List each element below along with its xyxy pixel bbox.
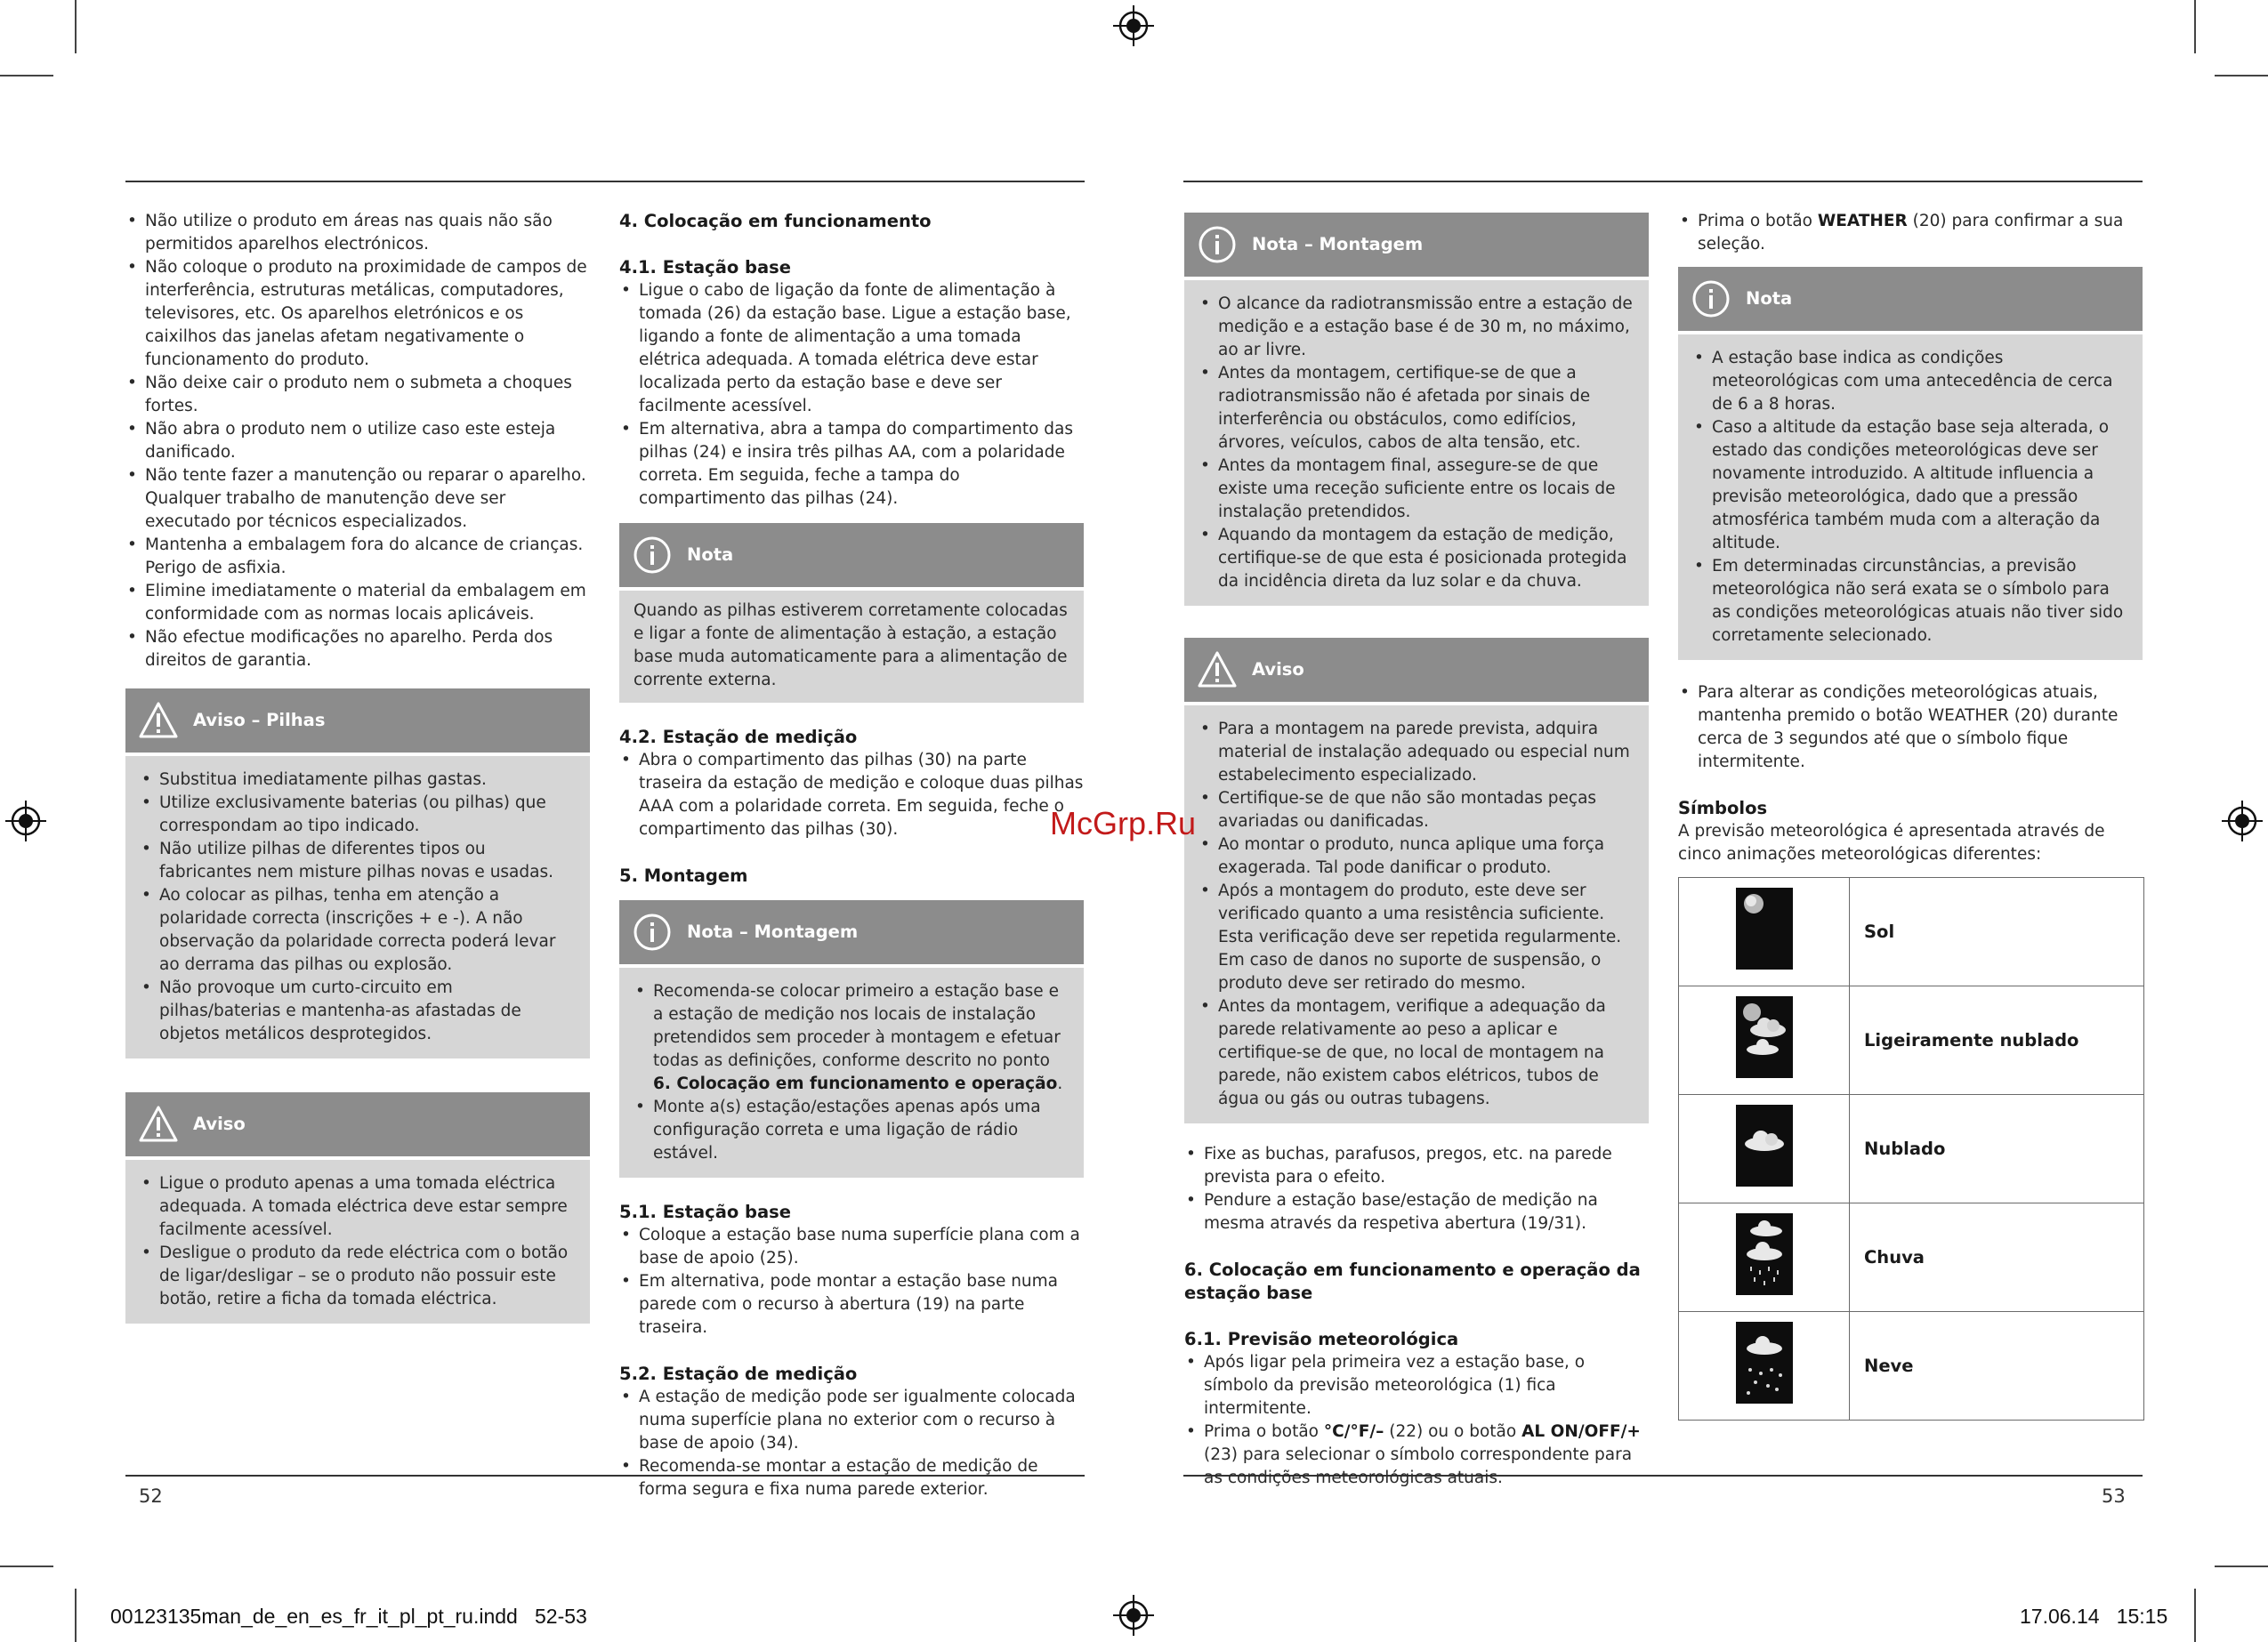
- warning-box-body: [125, 756, 590, 1058]
- section-heading: 6. Colocação em funcionamento e operação da estação base: [1184, 1260, 1641, 1303]
- list-item: • A estação base indica as condições meteorológicas com uma antecedência de cerca de 6 a 8 horas.: [1692, 347, 2128, 416]
- list-item: • Após a montagem do produto, este deve ser verificado quanto a uma resistência suficiente. Esta verificação deve ser repetida regularmente. Em caso de danos no suporte de suspensão, o produto deve ser retirado do mesmo.: [1199, 880, 1634, 995]
- note-box-header: [619, 900, 1084, 964]
- list-item: • Não tente fazer a manutenção ou reparar o aparelho. Qualquer trabalho de manutenção deve ser executado por técnicos especializados.: [125, 464, 590, 534]
- registration-mark-icon: [1113, 1595, 1154, 1636]
- note-box-body: [619, 968, 1084, 1178]
- list-item: • Recomenda-se montar a estação de medição de forma segura e fixa numa parede exterior.: [619, 1455, 1084, 1501]
- footer-file-name: 00123135man_de_en_es_fr_it_pl_pt_ru.indd 52-53: [110, 1605, 587, 1628]
- table-row: [1679, 1095, 2144, 1203]
- note-box: [1678, 267, 2143, 660]
- warning-box-header: [1184, 638, 1649, 702]
- right-column-1: [1184, 213, 1649, 1490]
- rain-icon: [1736, 1213, 1793, 1295]
- list-item: • Prima o botão °C/°F/– (22) ou o botão AL ON/OFF/+ (23) para selecionar o símbolo correspondente para as condições meteorológicas atuais.: [1184, 1421, 1649, 1490]
- watermark-text: McGrp.Ru: [1050, 805, 1197, 841]
- section-heading: 6.1. Previsão meteorológica: [1184, 1329, 1459, 1349]
- list-item: • Desligue o produto da rede eléctrica com o botão de ligar/desligar – se o produto não possuir este botão, retire a ficha da tomada eléctrica.: [140, 1242, 576, 1311]
- list-item: • Mantenha a embalagem fora do alcance de crianças. Perigo de asfixia.: [125, 534, 590, 580]
- note-box-montagem: [619, 900, 1084, 1178]
- info-icon: [1197, 224, 1238, 265]
- list-item: • Em alternativa, abra a tampa do compartimento das pilhas (24) e insira três pilhas AA, com a polaridade correta. Em seguida, feche a tampa do compartimento das pilhas (24).: [619, 418, 1084, 511]
- list-item: • Não efectue modificações no aparelho. Perda dos direitos de garantia.: [125, 626, 590, 672]
- warning-triangle-icon: [1197, 649, 1238, 690]
- note-box-body: Quando as pilhas estiverem corretamente colocadas e ligar a fonte de alimentação à estação, a estação base muda automaticamente para a alimentação de corrente externa.: [619, 591, 1084, 703]
- symbol-label: Neve: [1850, 1312, 2144, 1421]
- list-item: • Coloque a estação base numa superfície plana com a base de apoio (25).: [619, 1224, 1084, 1270]
- registration-mark-icon: [2222, 801, 2263, 841]
- info-icon: [632, 535, 673, 576]
- partly-cloudy-icon: [1736, 996, 1793, 1078]
- list-item: • Antes da montagem, verifique a adequação da parede relativamente ao peso a aplicar e certifique-se de que, no local de montagem na parede, não existem cabos elétricos, tubos de água ou gás ou outras tubagens.: [1199, 995, 1634, 1111]
- symbol-label: Chuva: [1850, 1203, 2144, 1312]
- list-item: • Não provoque um curto-circuito em pilhas/baterias e mantenha-as afastadas de objetos metálicos desprotegidos.: [140, 977, 576, 1046]
- left-column-1: [125, 210, 590, 1324]
- section-heading: Símbolos: [1678, 798, 1768, 818]
- list-item: • Pendure a estação base/estação de medição na mesma através da respetiva abertura (19/31).: [1184, 1189, 1649, 1236]
- list-item: • Para a montagem na parede prevista, adquira material de instalação adequado ou especial num estabelecimento especializado.: [1199, 718, 1634, 787]
- table-row: [1679, 1203, 2144, 1312]
- list-item: • Não utilize pilhas de diferentes tipos ou fabricantes nem misture pilhas novas e usadas.: [140, 838, 576, 884]
- warning-box-montagem: [1184, 638, 1649, 1123]
- table-row: [1679, 986, 2144, 1095]
- list-item: • Não coloque o produto na proximidade de campos de interferência, estruturas metálicas, computadores, televisores, etc. Os aparelhos eletrónicos e os caixilhos das janelas afetam negativamente o funcionamento do produto.: [125, 256, 590, 372]
- list-item: • Antes da montagem, certifique-se de que a radiotransmissão não é afetada por sinais de interferência ou obstáculos, como edifícios, árvores, veículos, cabos de alta tensão, etc.: [1199, 362, 1634, 455]
- list-item: • Substitua imediatamente pilhas gastas.: [140, 769, 576, 792]
- symbol-label: Sol: [1850, 878, 2144, 986]
- section-heading: 4.1. Estação base: [619, 257, 792, 278]
- list-item: • Ao montar o produto, nunca aplique uma força exagerada. Tal pode danificar o produto.: [1199, 833, 1634, 880]
- list-item: • Não abra o produto nem o utilize caso este esteja danificado.: [125, 418, 590, 464]
- note-box-header: [1184, 213, 1649, 277]
- list-item: • Recomenda-se colocar primeiro a estação base e a estação de medição nos locais de instalação pretendidos sem proceder à montagem e efetuar todas as definições, conforme descrito no ponto 6. Colocação em funcionamento e operação.: [634, 980, 1069, 1096]
- snow-icon: [1736, 1322, 1793, 1404]
- symbols-intro: A previsão meteorológica é apresentada através de cinco animações meteorológicas diferentes:: [1678, 822, 2105, 864]
- table-row: [1679, 1312, 2144, 1421]
- note-box-header: [619, 523, 1084, 587]
- sun-icon: [1736, 888, 1793, 970]
- list-item: • Ligue o cabo de ligação da fonte de alimentação à tomada (26) da estação base. Ligue a estação base, ligando a fonte de alimentação a uma tomada elétrica adequada. A tomada elétrica deve estar localizada perto da estação base e deve ser facilmente acessível.: [619, 279, 1084, 418]
- section-heading: 5. Montagem: [619, 865, 748, 886]
- page-number-left: 52: [139, 1485, 163, 1507]
- safety-list: [125, 210, 590, 672]
- warning-box-body: [1184, 705, 1649, 1123]
- table-row: [1679, 878, 2144, 986]
- note-box-title: Nota: [687, 544, 734, 565]
- list-item: • O alcance da radiotransmissão entre a estação de medição e a estação base é de 30 m, no máximo, ao ar livre.: [1199, 293, 1634, 362]
- list-item: • Prima o botão WEATHER (20) para confirmar a sua seleção.: [1678, 210, 2143, 256]
- list-item: • Ligue o produto apenas a uma tomada eléctrica adequada. A tomada eléctrica deve estar sempre facilmente acessível.: [140, 1172, 576, 1242]
- list-item: • Elimine imediatamente o material da embalagem em conformidade com as normas locais aplicáveis.: [125, 580, 590, 626]
- list-item: • Em alternativa, pode montar a estação base numa parede com o recurso à abertura (19) na parte traseira.: [619, 1270, 1084, 1340]
- cloudy-icon: [1736, 1105, 1793, 1187]
- info-icon: [632, 912, 673, 953]
- list-item: • Monte a(s) estação/estações apenas após uma configuração correta e uma ligação de rádio estável.: [634, 1096, 1069, 1165]
- warning-triangle-icon: [138, 1104, 179, 1145]
- warning-box-title: Aviso – Pilhas: [193, 710, 326, 730]
- list-item: • Não utilize o produto em áreas nas quais não são permitidos aparelhos electrónicos.: [125, 210, 590, 256]
- section-heading: 5.2. Estação de medição: [619, 1364, 858, 1384]
- section-heading: 4.2. Estação de medição: [619, 727, 858, 747]
- warning-box-title: Aviso: [193, 1114, 246, 1134]
- list-item: • Não deixe cair o produto nem o submeta a choques fortes.: [125, 372, 590, 418]
- symbol-label: Ligeiramente nublado: [1850, 986, 2144, 1095]
- weather-symbols-table: [1678, 877, 2144, 1421]
- footer-datetime: 17.06.14 15:15: [2020, 1605, 2168, 1628]
- note-box-body: [1184, 280, 1649, 606]
- note-box-montagem: [1184, 213, 1649, 606]
- list-item: • Para alterar as condições meteorológicas atuais, mantenha premido o botão WEATHER (20) durante cerca de 3 segundos até que o símbolo fique intermitente.: [1678, 681, 2143, 774]
- list-item: • Em determinadas circunstâncias, a previsão meteorológica não será exata se o símbolo para as condições meteorológicas atuais não tiver sido corretamente selecionado.: [1692, 555, 2128, 648]
- info-icon: [1691, 278, 1731, 319]
- symbol-label: Nublado: [1850, 1095, 2144, 1203]
- registration-mark-icon: [1113, 5, 1154, 46]
- warning-box-header: [125, 688, 590, 753]
- warning-box-title: Aviso: [1252, 659, 1304, 680]
- list-item: • Após ligar pela primeira vez a estação base, o símbolo da previsão meteorológica (1) fica intermitente.: [1184, 1351, 1649, 1421]
- note-box-title: Nota – Montagem: [1252, 234, 1424, 254]
- section-heading: 5.1. Estação base: [619, 1202, 792, 1222]
- list-item: • Aquando da montagem da estação de medição, certifique-se de que esta é posicionada protegida da incidência direta da luz solar e da chuva.: [1199, 524, 1634, 593]
- note-box-body: [1678, 334, 2143, 660]
- registration-mark-icon: [5, 801, 46, 841]
- page-number-right: 53: [2102, 1485, 2126, 1507]
- warning-box-power: [125, 1092, 590, 1324]
- note-box-header: [1678, 267, 2143, 331]
- list-item: • Abra o compartimento das pilhas (30) na parte traseira da estação de medição e coloque duas pilhas AAA com a polaridade correta. Em seguida, feche o compartimento das pilhas (30).: [619, 749, 1084, 841]
- note-box-title: Nota – Montagem: [687, 922, 859, 942]
- list-item: • A estação de medição pode ser igualmente colocada numa superfície plana no exterior com o recurso à base de apoio (34).: [619, 1386, 1084, 1455]
- list-item: • Antes da montagem final, assegure-se de que existe uma receção suficiente entre os locais de instalação pretendidos.: [1199, 455, 1634, 524]
- list-item: • Utilize exclusivamente baterias (ou pilhas) que correspondam ao tipo indicado.: [140, 792, 576, 838]
- list-item: • Caso a altitude da estação base seja alterada, o estado das condições meteorológicas deve ser novamente introduzido. A altitude influencia a previsão meteorológica, dado que a pressão atmosférica também muda com a alteração da altitude.: [1692, 416, 2128, 555]
- section-heading: 4. Colocação em funcionamento: [619, 211, 932, 231]
- list-item: • Fixe as buchas, parafusos, pregos, etc. na parede prevista para o efeito.: [1184, 1143, 1649, 1189]
- right-column-2: [1678, 210, 2143, 1421]
- list-item: • Certifique-se de que não são montadas peças avariadas ou danificadas.: [1199, 787, 1634, 833]
- warning-box-body: [125, 1160, 590, 1324]
- list-item: • Ao colocar as pilhas, tenha em atenção a polaridade correcta (inscrições + e -). A não observação da polaridade correcta poderá levar ao derrama das pilhas ou explosão.: [140, 884, 576, 977]
- warning-box-batteries: [125, 688, 590, 1058]
- warning-box-header: [125, 1092, 590, 1156]
- left-column-2: [619, 210, 1084, 1501]
- warning-triangle-icon: [138, 700, 179, 741]
- note-box-title: Nota: [1746, 288, 1793, 309]
- note-box: [619, 523, 1084, 703]
